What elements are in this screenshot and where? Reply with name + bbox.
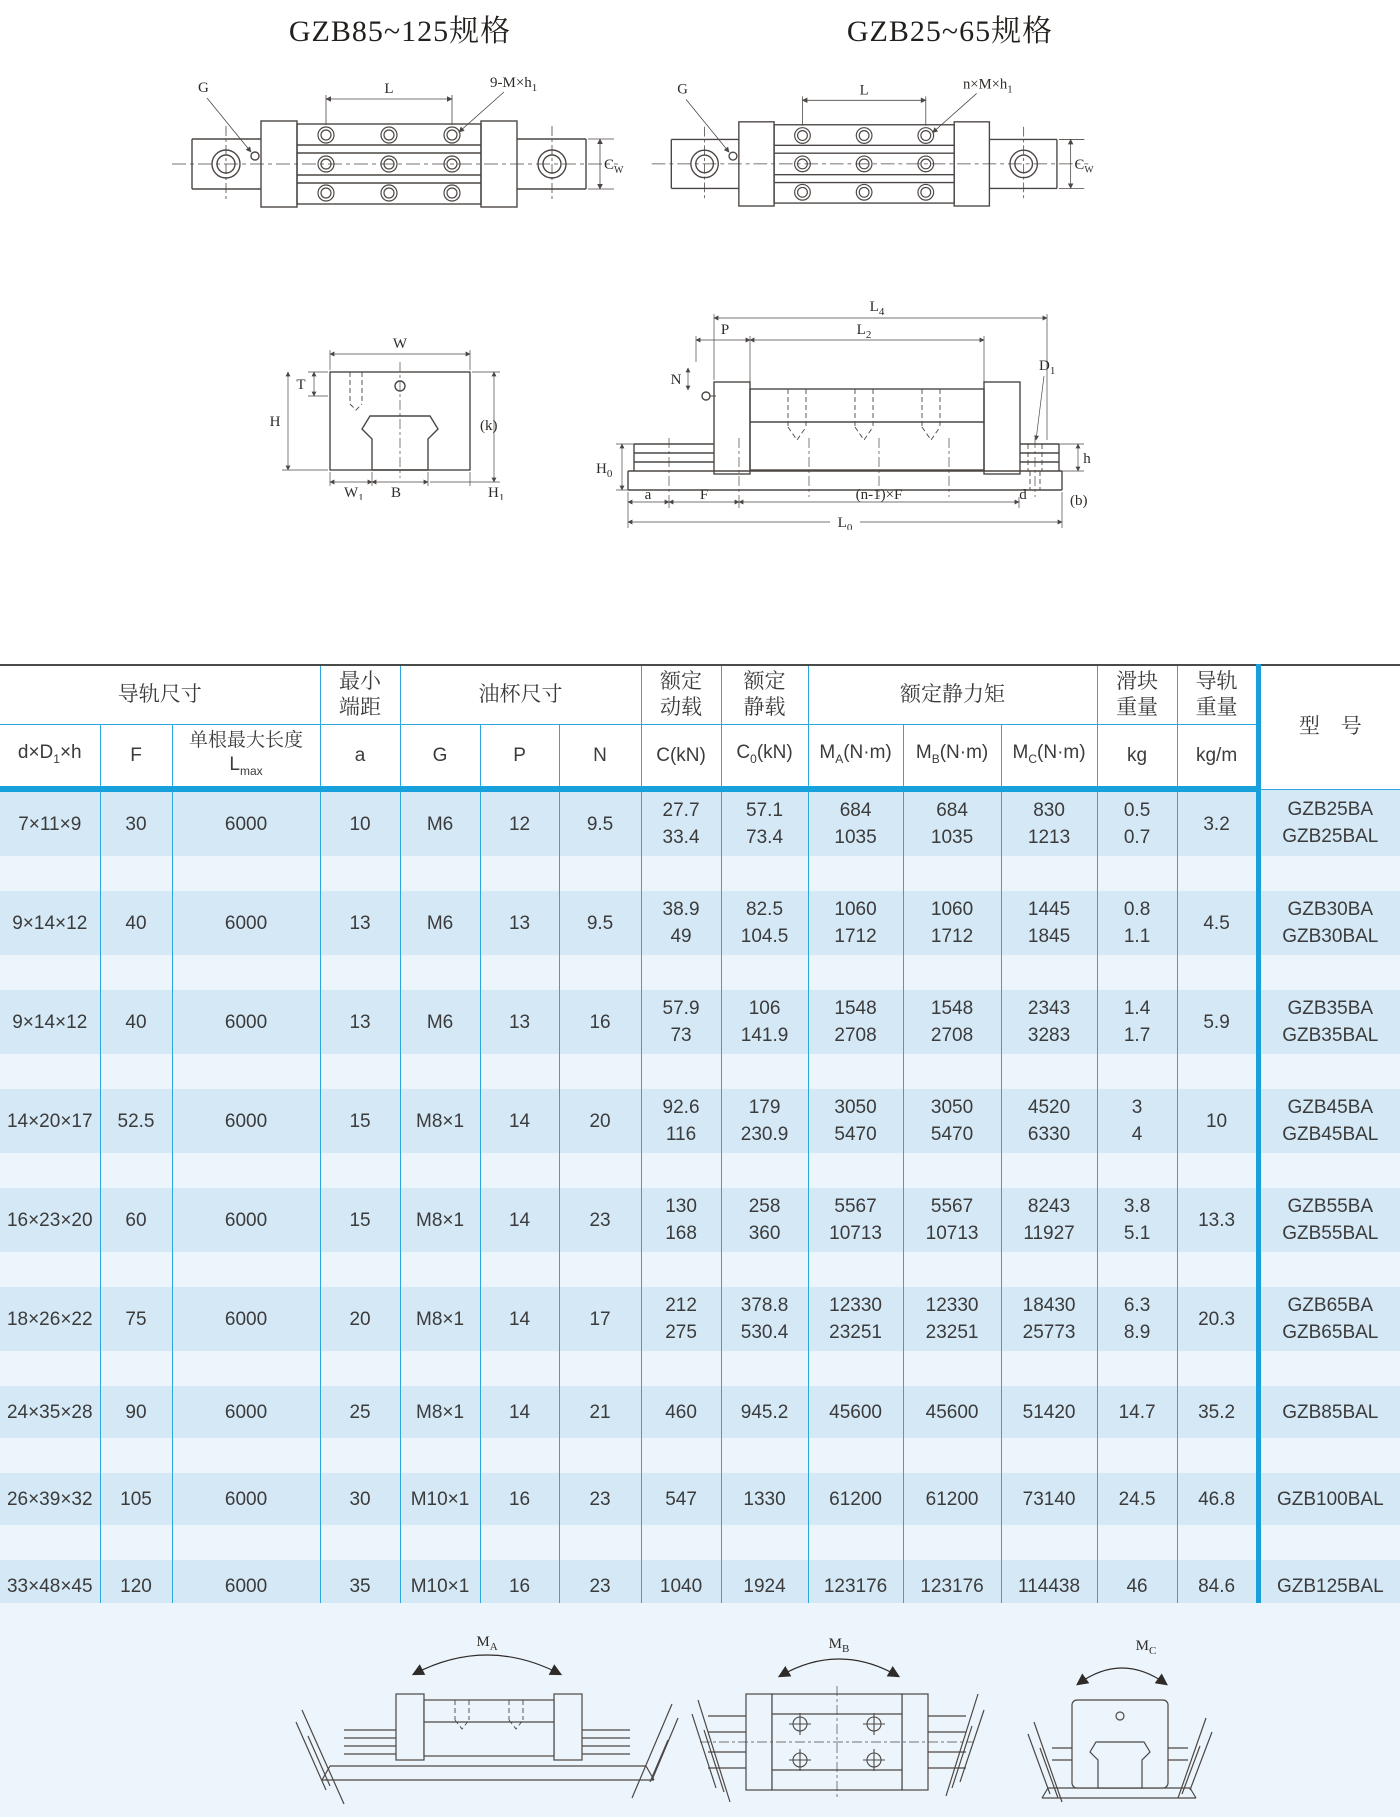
dim-label-holes: $n\times M\times h_1$ — [962, 76, 1013, 96]
table-row — [0, 990, 1400, 1054]
table-cell: 46.8 — [1177, 1473, 1258, 1525]
col-f: F — [100, 725, 172, 790]
table-cell: 51420 — [1001, 1386, 1097, 1438]
table-cell: 830 1213 — [1001, 789, 1097, 856]
table-cell: 75 — [100, 1287, 172, 1351]
table-cell: 3.2 — [1177, 789, 1258, 856]
table-cell: 92.6 116 — [641, 1089, 721, 1153]
table-cell: 6000 — [172, 789, 320, 856]
table-cell: 14.7 — [1097, 1386, 1177, 1438]
dim-label-cw: $C_W$ — [1074, 156, 1094, 176]
dim-label-a: a — [644, 487, 652, 503]
moment-diagram-mb — [682, 1630, 992, 1815]
table-cell: 14 — [480, 1089, 559, 1153]
table-cell: 13 — [480, 891, 559, 955]
table-cell: 73140 — [1001, 1473, 1097, 1525]
dim-label-k: (k) — [480, 418, 498, 434]
spacer-row — [0, 1525, 1400, 1560]
table-cell: 24×35×28 — [0, 1386, 100, 1438]
spacer-row — [0, 1438, 1400, 1473]
table-cell: 0.5 0.7 — [1097, 789, 1177, 856]
col-kgm: kg/m — [1177, 725, 1258, 790]
table-cell: 1.4 1.7 — [1097, 990, 1177, 1054]
table-cell: 52.5 — [100, 1089, 172, 1153]
spacer-row — [0, 1351, 1400, 1386]
table-cell: 9.5 — [559, 789, 641, 856]
table-cell: 5567 10713 — [808, 1188, 903, 1252]
dim-label-holes: $9-M\times h_1$ — [490, 75, 538, 94]
dim-label-n: N — [670, 372, 682, 388]
table-cell: 9×14×12 — [0, 891, 100, 955]
table-cell: 6000 — [172, 891, 320, 955]
table-cell: 82.5 104.5 — [721, 891, 808, 955]
table-cell: 130 168 — [641, 1188, 721, 1252]
model-cell: GZB125BAL — [1258, 1560, 1400, 1612]
table-cell: 4.5 — [1177, 891, 1258, 955]
plan-view-large — [160, 68, 630, 252]
table-cell: 60 — [100, 1188, 172, 1252]
table-row — [0, 1473, 1400, 1525]
table-cell: 12330 23251 — [903, 1287, 1001, 1351]
table-cell: 1548 2708 — [903, 990, 1001, 1054]
table-row — [0, 1386, 1400, 1438]
dim-label-l2: $L_2$ — [856, 322, 872, 341]
table-cell: 23 — [559, 1560, 641, 1612]
dim-label-d1: $D_1$ — [1039, 358, 1056, 377]
group-static-load: 额定 静载 — [721, 665, 808, 725]
table-cell: M8×1 — [400, 1089, 480, 1153]
table-cell: 35.2 — [1177, 1386, 1258, 1438]
dim-label-g: G — [677, 81, 688, 98]
group-rail-size: 导轨尺寸 — [0, 665, 320, 725]
dim-label-h: h — [1083, 451, 1091, 467]
table-cell: 13 — [320, 891, 400, 955]
dim-label-w1: $W_1$ — [344, 485, 364, 500]
table-cell: 24.5 — [1097, 1473, 1177, 1525]
model-cell: GZB45BA GZB45BAL — [1258, 1089, 1400, 1153]
spec-table-body — [0, 789, 1400, 1612]
group-block-weight: 滑块 重量 — [1097, 665, 1177, 725]
table-cell: 33×48×45 — [0, 1560, 100, 1612]
table-cell: M8×1 — [400, 1287, 480, 1351]
table-cell: 6000 — [172, 1386, 320, 1438]
table-cell: 25 — [320, 1386, 400, 1438]
spec-table — [0, 664, 1400, 1612]
dim-label-h0: $H_0$ — [596, 461, 613, 480]
group-dynamic-load: 额定 动载 — [641, 665, 721, 725]
table-cell: 9.5 — [559, 891, 641, 955]
table-cell: 18×26×22 — [0, 1287, 100, 1351]
table-cell: 46 — [1097, 1560, 1177, 1612]
table-cell: 684 1035 — [903, 789, 1001, 856]
dim-label-t: T — [296, 377, 306, 393]
spacer-row — [0, 856, 1400, 891]
model-cell: GZB25BA GZB25BAL — [1258, 789, 1400, 856]
table-cell: M10×1 — [400, 1473, 480, 1525]
table-cell: 3050 5470 — [808, 1089, 903, 1153]
table-cell: 57.9 73 — [641, 990, 721, 1054]
table-cell: 684 1035 — [808, 789, 903, 856]
table-cell: 106 141.9 — [721, 990, 808, 1054]
table-cell: 6000 — [172, 1188, 320, 1252]
table-cell: 10 — [1177, 1089, 1258, 1153]
table-cell: 26×39×32 — [0, 1473, 100, 1525]
table-cell: 40 — [100, 891, 172, 955]
dim-label-b: B — [390, 485, 402, 500]
dim-label-d: d — [1019, 487, 1027, 503]
table-cell: 27.7 33.4 — [641, 789, 721, 856]
spacer-row — [0, 1252, 1400, 1287]
table-cell: 20.3 — [1177, 1287, 1258, 1351]
table-cell: 8243 11927 — [1001, 1188, 1097, 1252]
dim-label-b: (b) — [1070, 493, 1088, 509]
page-title-right: GZB25~65规格 — [846, 15, 1054, 48]
table-cell: 13 — [320, 990, 400, 1054]
table-cell: 61200 — [808, 1473, 903, 1525]
table-cell: 105 — [100, 1473, 172, 1525]
col-kg: kg — [1097, 725, 1177, 790]
table-cell: 1060 1712 — [808, 891, 903, 955]
table-cell: 20 — [559, 1089, 641, 1153]
table-cell: 18430 25773 — [1001, 1287, 1097, 1351]
table-cell: 114438 — [1001, 1560, 1097, 1612]
spacer-row — [0, 955, 1400, 990]
table-cell: 123176 — [903, 1560, 1001, 1612]
group-model: 型 号 — [1258, 665, 1400, 789]
table-cell: 16 — [480, 1560, 559, 1612]
table-cell: 38.9 49 — [641, 891, 721, 955]
table-cell: 17 — [559, 1287, 641, 1351]
table-cell: 1040 — [641, 1560, 721, 1612]
group-oil-cup: 油杯尺寸 — [400, 665, 641, 725]
dim-label-l: L — [384, 81, 394, 97]
table-cell: 15 — [320, 1188, 400, 1252]
moment-label-mb: $M_B$ — [828, 1636, 850, 1655]
table-cell: 12 — [480, 789, 559, 856]
table-cell: 460 — [641, 1386, 721, 1438]
table-cell: 7×11×9 — [0, 789, 100, 856]
table-cell: 3 4 — [1097, 1089, 1177, 1153]
table-cell: 14 — [480, 1188, 559, 1252]
table-cell: 12330 23251 — [808, 1287, 903, 1351]
col-c: C(kN) — [641, 725, 721, 790]
moment-diagram-ma — [272, 1630, 702, 1815]
dim-label-cw: $C_W$ — [604, 157, 624, 176]
table-cell: 16 — [559, 990, 641, 1054]
table-cell: M6 — [400, 789, 480, 856]
table-cell: 9×14×12 — [0, 990, 100, 1054]
dim-label-l0: $L_0$ — [837, 515, 853, 530]
table-cell: 258 360 — [721, 1188, 808, 1252]
model-cell: GZB85BAL — [1258, 1386, 1400, 1438]
model-cell: GZB65BA GZB65BAL — [1258, 1287, 1400, 1351]
dim-label-p: P — [720, 322, 730, 338]
table-cell: 16×23×20 — [0, 1188, 100, 1252]
cross-section-view — [258, 330, 534, 500]
table-cell: 40 — [100, 990, 172, 1054]
table-cell: M6 — [400, 990, 480, 1054]
dim-label-nf: (n-1)×F — [855, 487, 903, 503]
group-static-moment: 额定静力矩 — [808, 665, 1097, 725]
table-cell: 0.8 1.1 — [1097, 891, 1177, 955]
spacer-row — [0, 1153, 1400, 1188]
col-p: P — [480, 725, 559, 790]
table-row — [0, 789, 1400, 856]
col-mc: $M_C(N\cdot m)$ — [1001, 725, 1097, 790]
table-row — [0, 1287, 1400, 1351]
table-cell: M8×1 — [400, 1188, 480, 1252]
table-cell: 45600 — [903, 1386, 1001, 1438]
table-cell: 20 — [320, 1287, 400, 1351]
table-cell: 30 — [100, 789, 172, 856]
table-cell: 1548 2708 — [808, 990, 903, 1054]
col-n: N — [559, 725, 641, 790]
table-cell: 5567 10713 — [903, 1188, 1001, 1252]
table-cell: 14×20×17 — [0, 1089, 100, 1153]
table-cell: 123176 — [808, 1560, 903, 1612]
table-cell: 945.2 — [721, 1386, 808, 1438]
col-mb: $M_B(N\cdot m)$ — [903, 725, 1001, 790]
table-cell: M6 — [400, 891, 480, 955]
dim-label-h1: $H_1$ — [488, 485, 505, 500]
table-cell: 6.3 8.9 — [1097, 1287, 1177, 1351]
dim-label-h: H — [269, 414, 281, 430]
table-cell: 5.9 — [1177, 990, 1258, 1054]
group-rail-weight: 导轨 重量 — [1177, 665, 1258, 725]
table-cell: 13 — [480, 990, 559, 1054]
plan-view-small — [640, 68, 1100, 252]
table-cell: 6000 — [172, 1473, 320, 1525]
table-cell: 14 — [480, 1386, 559, 1438]
table-cell: 2343 3283 — [1001, 990, 1097, 1054]
page-title-left: GZB85~125规格 — [288, 15, 512, 48]
dim-label-l4: $L_4$ — [869, 299, 885, 318]
table-cell: 212 275 — [641, 1287, 721, 1351]
table-cell: 13.3 — [1177, 1188, 1258, 1252]
model-cell: GZB35BA GZB35BAL — [1258, 990, 1400, 1054]
table-cell: 84.6 — [1177, 1560, 1258, 1612]
table-cell: 179 230.9 — [721, 1089, 808, 1153]
table-cell: M8×1 — [400, 1386, 480, 1438]
moment-label-mc: $M_C$ — [1135, 1638, 1157, 1657]
col-g: G — [400, 725, 480, 790]
table-cell: 6000 — [172, 1287, 320, 1351]
table-cell: 3050 5470 — [903, 1089, 1001, 1153]
table-cell: 4520 6330 — [1001, 1089, 1097, 1153]
col-c0: $C_0(kN)$ — [721, 725, 808, 790]
table-cell: 90 — [100, 1386, 172, 1438]
dim-label-w: W — [392, 336, 408, 352]
table-cell: 120 — [100, 1560, 172, 1612]
model-cell: GZB100BAL — [1258, 1473, 1400, 1525]
table-cell: 1060 1712 — [903, 891, 1001, 955]
table-cell: 61200 — [903, 1473, 1001, 1525]
model-cell: GZB30BA GZB30BAL — [1258, 891, 1400, 955]
table-cell: 1330 — [721, 1473, 808, 1525]
moment-label-ma: $M_A$ — [476, 1634, 498, 1653]
table-cell: 10 — [320, 789, 400, 856]
table-cell: 15 — [320, 1089, 400, 1153]
table-cell: 6000 — [172, 1560, 320, 1612]
table-cell: 14 — [480, 1287, 559, 1351]
dim-label-g: G — [198, 80, 209, 96]
table-cell: 23 — [559, 1473, 641, 1525]
table-cell: 3.8 5.1 — [1097, 1188, 1177, 1252]
table-cell: 21 — [559, 1386, 641, 1438]
table-cell: 1445 1845 — [1001, 891, 1097, 955]
col-a: a — [320, 725, 400, 790]
table-cell: 1924 — [721, 1560, 808, 1612]
table-row — [0, 1188, 1400, 1252]
col-dxh: $d\times D_1\times h$ — [0, 725, 100, 790]
table-cell: 23 — [559, 1188, 641, 1252]
table-row — [0, 891, 1400, 955]
dim-label-f: F — [699, 487, 709, 503]
col-ma: $M_A(N\cdot m)$ — [808, 725, 903, 790]
table-cell: 45600 — [808, 1386, 903, 1438]
side-view — [592, 292, 1097, 530]
table-cell: 547 — [641, 1473, 721, 1525]
dim-label-l: L — [859, 82, 869, 99]
table-cell: 378.8 530.4 — [721, 1287, 808, 1351]
col-lmax: 单根最大长度 $L_{max}$ — [172, 725, 320, 790]
table-row — [0, 1089, 1400, 1153]
table-cell: 35 — [320, 1560, 400, 1612]
table-cell: M10×1 — [400, 1560, 480, 1612]
table-cell: 30 — [320, 1473, 400, 1525]
table-cell: 16 — [480, 1473, 559, 1525]
spacer-row — [0, 1054, 1400, 1089]
table-cell: 57.1 73.4 — [721, 789, 808, 856]
table-cell: 6000 — [172, 990, 320, 1054]
moment-diagram-mc — [1000, 1630, 1235, 1815]
model-cell: GZB55BA GZB55BAL — [1258, 1188, 1400, 1252]
group-min-end: 最小 端距 — [320, 665, 400, 725]
table-cell: 6000 — [172, 1089, 320, 1153]
